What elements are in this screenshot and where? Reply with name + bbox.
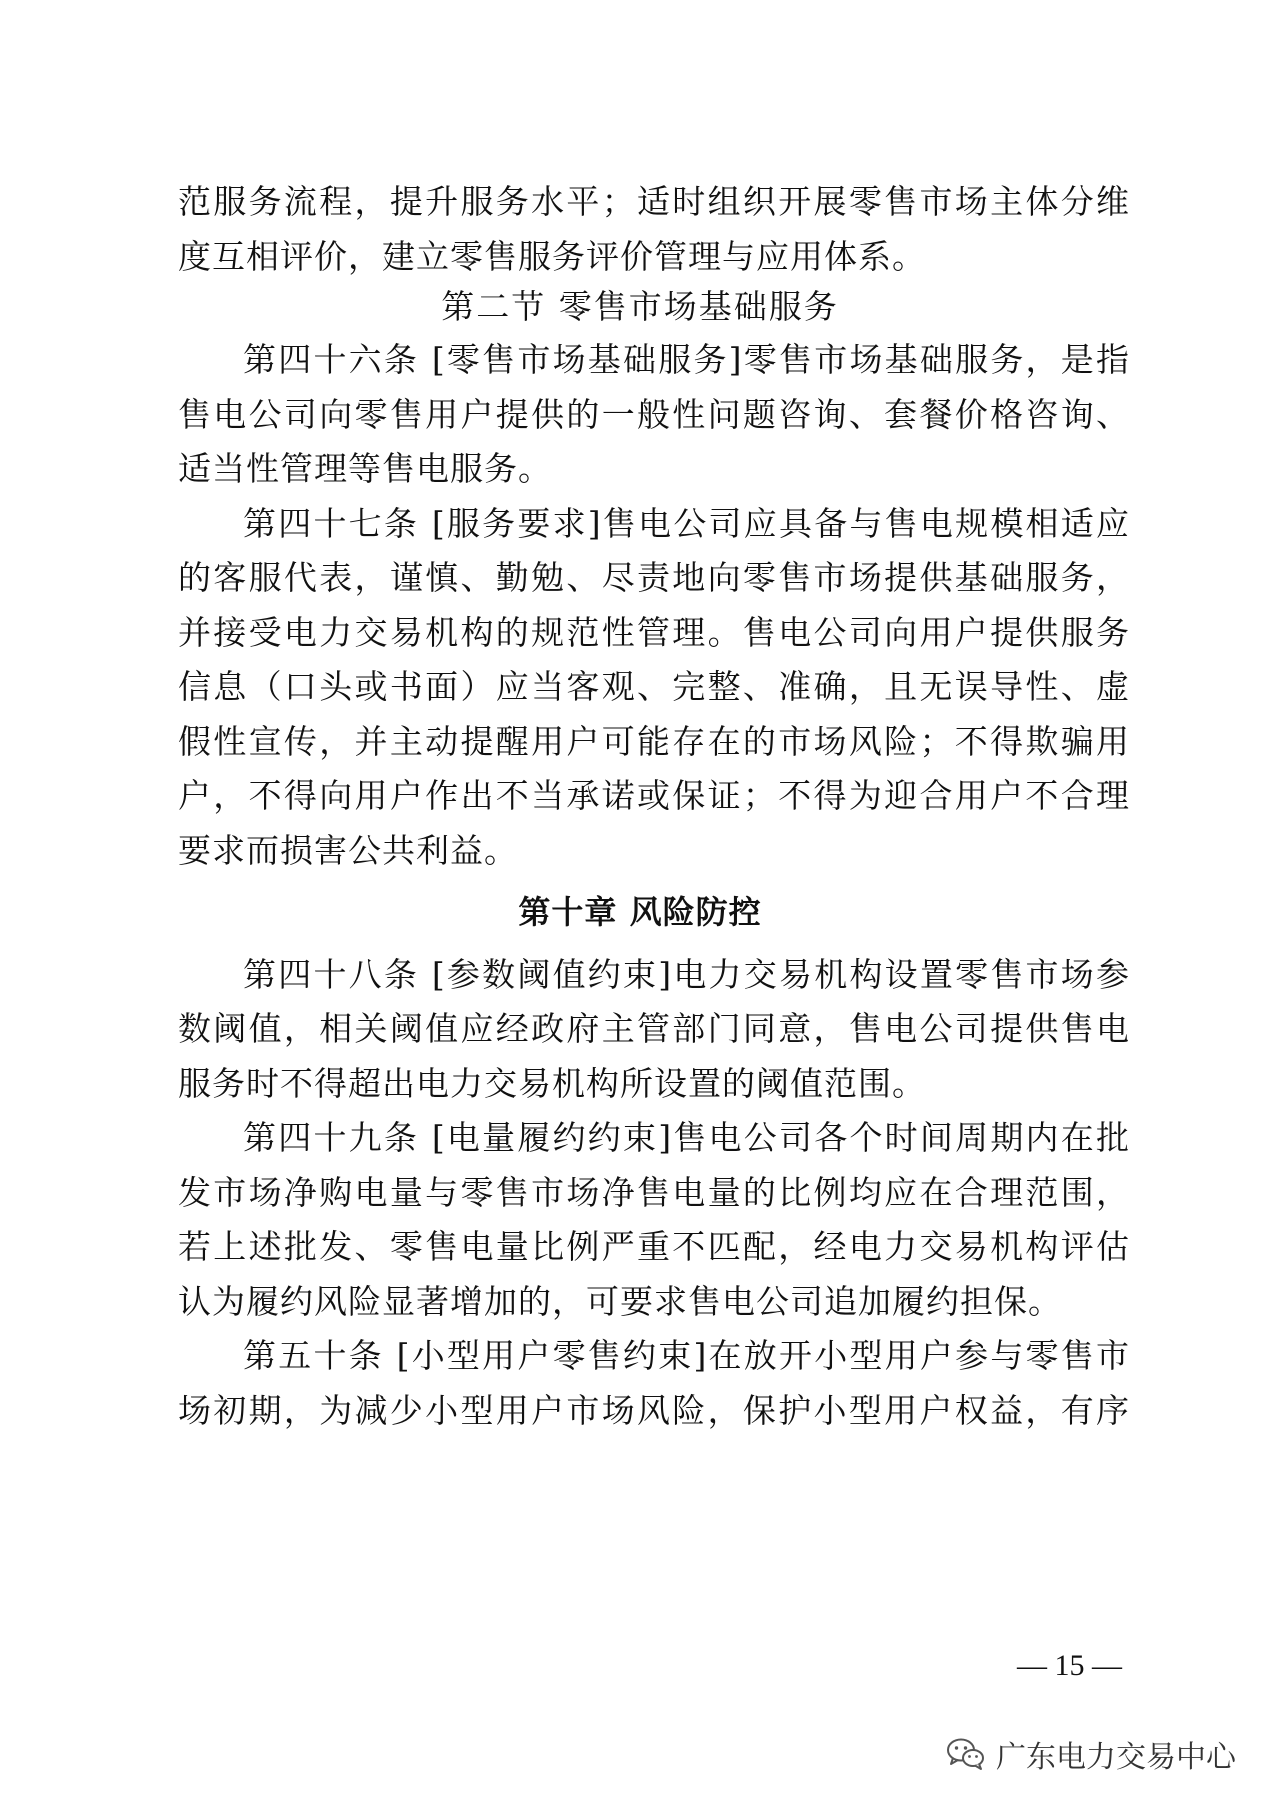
chapter-title: 第十章 风险防控 [518,893,762,931]
paragraph-line: 并接受电力交易机构的规范性管理。售电公司向用户提供服务 [178,613,1130,652]
paragraph-line: 户，不得向用户作出不当承诺或保证；不得为迎合用户不合理 [178,776,1130,815]
paragraph-line: 认为履约风险显著增加的，可要求售电公司追加履约担保。 [178,1282,1062,1321]
paragraph-line: 售电公司向零售用户提供的一般性问题咨询、套餐价格咨询、 [178,395,1130,434]
paragraph-line: 度互相评价，建立零售服务评价管理与应用体系。 [178,237,926,276]
paragraph-line: 服务时不得超出电力交易机构所设置的阈值范围。 [178,1064,926,1103]
article-46-line: 第四十六条 [零售市场基础服务]零售市场基础服务，是指 [243,340,1130,379]
article-49-line: 第四十九条 [电量履约约束]售电公司各个时间周期内在批 [243,1118,1130,1157]
page-number: — 15 — [1017,1649,1122,1682]
article-47-line: 第四十七条 [服务要求]售电公司应具备与售电规模相适应 [243,504,1130,543]
article-48-line: 第四十八条 [参数阈值约束]电力交易机构设置零售市场参 [243,955,1130,994]
paragraph-line: 的客服代表，谨慎、勤勉、尽责地向零售市场提供基础服务， [178,558,1130,597]
paragraph-line: 场初期，为减少小型用户市场风险，保护小型用户权益，有序 [178,1391,1130,1430]
paragraph-line: 要求而损害公共利益。 [178,831,518,870]
paragraph-line: 若上述批发、零售电量比例严重不匹配，经电力交易机构评估 [178,1227,1130,1266]
paragraph-line: 发市场净购电量与零售市场净售电量的比例均应在合理范围， [178,1173,1130,1212]
wechat-icon [946,1737,986,1771]
paragraph-line: 适当性管理等售电服务。 [178,449,552,488]
article-50-line: 第五十条 [小型用户零售约束]在放开小型用户参与零售市 [243,1336,1130,1375]
paragraph-line: 范服务流程，提升服务水平；适时组织开展零售市场主体分维 [178,182,1130,221]
watermark [946,1732,1236,1776]
watermark-text: 广东电力交易中心 [996,1740,1236,1775]
section-title: 第二节 零售市场基础服务 [441,287,839,326]
paragraph-line: 信息（口头或书面）应当客观、完整、准确，且无误导性、虚 [178,667,1130,706]
paragraph-line: 假性宣传，并主动提醒用户可能存在的市场风险；不得欺骗用 [178,722,1130,761]
paragraph-line: 数阈值，相关阈值应经政府主管部门同意，售电公司提供售电 [178,1009,1130,1048]
